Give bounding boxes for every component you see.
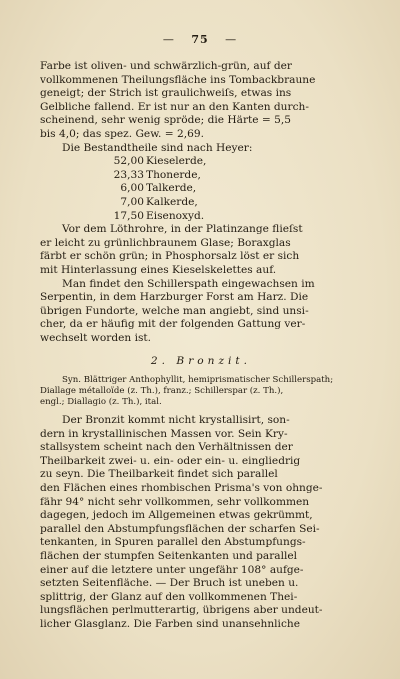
text-line: licher Glasglanz. Die Farben sind unansehnliche (40, 617, 300, 630)
composition-name: Kieselerde, (146, 155, 207, 168)
composition-intro: Die Bestandtheile sind nach Heyer: (62, 141, 253, 154)
text-line: scheinend, sehr wenig spröde; die Härte = 5,5 (40, 114, 291, 127)
paragraph-properties (40, 60, 362, 142)
text-line: Man findet den Schillerspath eingewachsen im (62, 277, 315, 290)
composition-row (110, 182, 362, 196)
text-line: übrigen Fundorte, welche man angiebt, sind unsi- (40, 304, 309, 317)
text-line: flächen der stumpfen Seitenkanten und parallel (40, 550, 298, 562)
text-line: fähr 94° nicht sehr vollkommen, sehr vollkommen (40, 495, 310, 508)
text-line: dagegen, jedoch im Allgemeinen etwas gekrümmt, (40, 509, 313, 522)
synonym-line: Syn. Blättriger Anthophyllit, hemiprismatischer Schillerspath; (62, 375, 334, 386)
synonym-line: engl.; Diallagio (z. Th.), ital. (40, 397, 162, 408)
section-title: Bronzit. (176, 355, 252, 368)
text-line: geneigt; der Strich ist graulichweiſs, etwas ins (40, 87, 292, 100)
text-line: stallsystem scheint nach den Verhältnissen der (40, 441, 293, 454)
text-line: er leicht zu grünlichbraunem Glase; Boraxglas (40, 236, 291, 249)
header-dash-left: — (162, 33, 175, 46)
composition-row (110, 210, 362, 224)
composition-value: 17,50 (113, 209, 144, 222)
body-text (40, 60, 362, 632)
composition-name: Eisenoxyd. (146, 209, 205, 222)
paragraph-blowpipe (40, 223, 362, 277)
text-line: Der Bronzit kommt nicht krystallisirt, son- (62, 414, 290, 427)
text-line: bis 4,0; das spez. Gew. = 2,69. (40, 127, 204, 140)
section-heading (40, 355, 362, 369)
paragraph-bronzite (40, 414, 362, 632)
text-line: Gelbliche fallend. Er ist nur an den Kanten durch- (40, 100, 309, 113)
page-header (0, 33, 400, 46)
text-line: Serpentin, in dem Harzburger Forst am Harz. Die (40, 291, 309, 304)
text-line: splittrig, der Glanz auf den vollkommenen Thei- (40, 590, 298, 603)
composition-list (40, 155, 362, 223)
text-line: cher, da er häufig mit der folgenden Gattung ver- (40, 318, 306, 331)
synonym-line: Diallage métalloïde (z. Th.), franz.; Schillerspar (z. Th.), (40, 386, 284, 397)
composition-name: Kalkerde, (146, 195, 198, 208)
text-line: einer auf die letztere unter ungefähr 108° aufge- (40, 563, 304, 576)
synonyms (40, 375, 362, 408)
composition-value: 23,33 (113, 168, 144, 181)
text-line: Farbe ist oliven- und schwärzlich-grün, auf der (40, 60, 292, 72)
text-line: Theilbarkeit zwei- u. ein- oder ein- u. eingliedrig (40, 454, 301, 467)
text-line: mit Hinterlassung eines Kieselskelettes auf. (40, 263, 277, 276)
text-line: färbt er schön grün; in Phosphorsalz löst er sich (40, 250, 300, 263)
text-line: zu seyn. Die Theilbarkeit findet sich parallel (40, 468, 278, 481)
text-line: parallel den Abstumpfungsflächen der scharfen Sei- (40, 522, 320, 535)
composition-value: 52,00 (113, 155, 144, 168)
composition-row (110, 196, 362, 210)
section-number: 2. (150, 355, 170, 368)
composition-name: Thonerde, (146, 168, 201, 181)
composition-value: 7,00 (120, 195, 144, 208)
page-number: 75 (191, 33, 209, 46)
composition-value: 6,00 (120, 182, 144, 195)
header-dash-right: — (225, 33, 238, 46)
text-line: Vor dem Löthrohre, in der Platinzange flieſst (62, 223, 303, 236)
text-line: tenkanten, in Spuren parallel den Abstumpfungs- (40, 536, 306, 549)
composition-name: Talkerde, (146, 182, 197, 195)
composition-row (110, 169, 362, 183)
composition-row (110, 155, 362, 169)
text-line: dern in krystallinischen Massen vor. Sein Kry- (40, 427, 288, 440)
text-line: vollkommenen Theilungsfläche ins Tombackbraune (40, 73, 316, 86)
text-line: setzten Seitenfläche. — Der Bruch ist uneben u. (40, 577, 299, 590)
text-line: lungsflächen perlmutterartig, übrigens aber undeut- (40, 604, 323, 617)
paragraph-locality (40, 278, 362, 346)
text-line: den Flächen eines rhombischen Prisma's von ohnge- (40, 482, 323, 495)
text-line: wechselt worden ist. (40, 331, 152, 344)
